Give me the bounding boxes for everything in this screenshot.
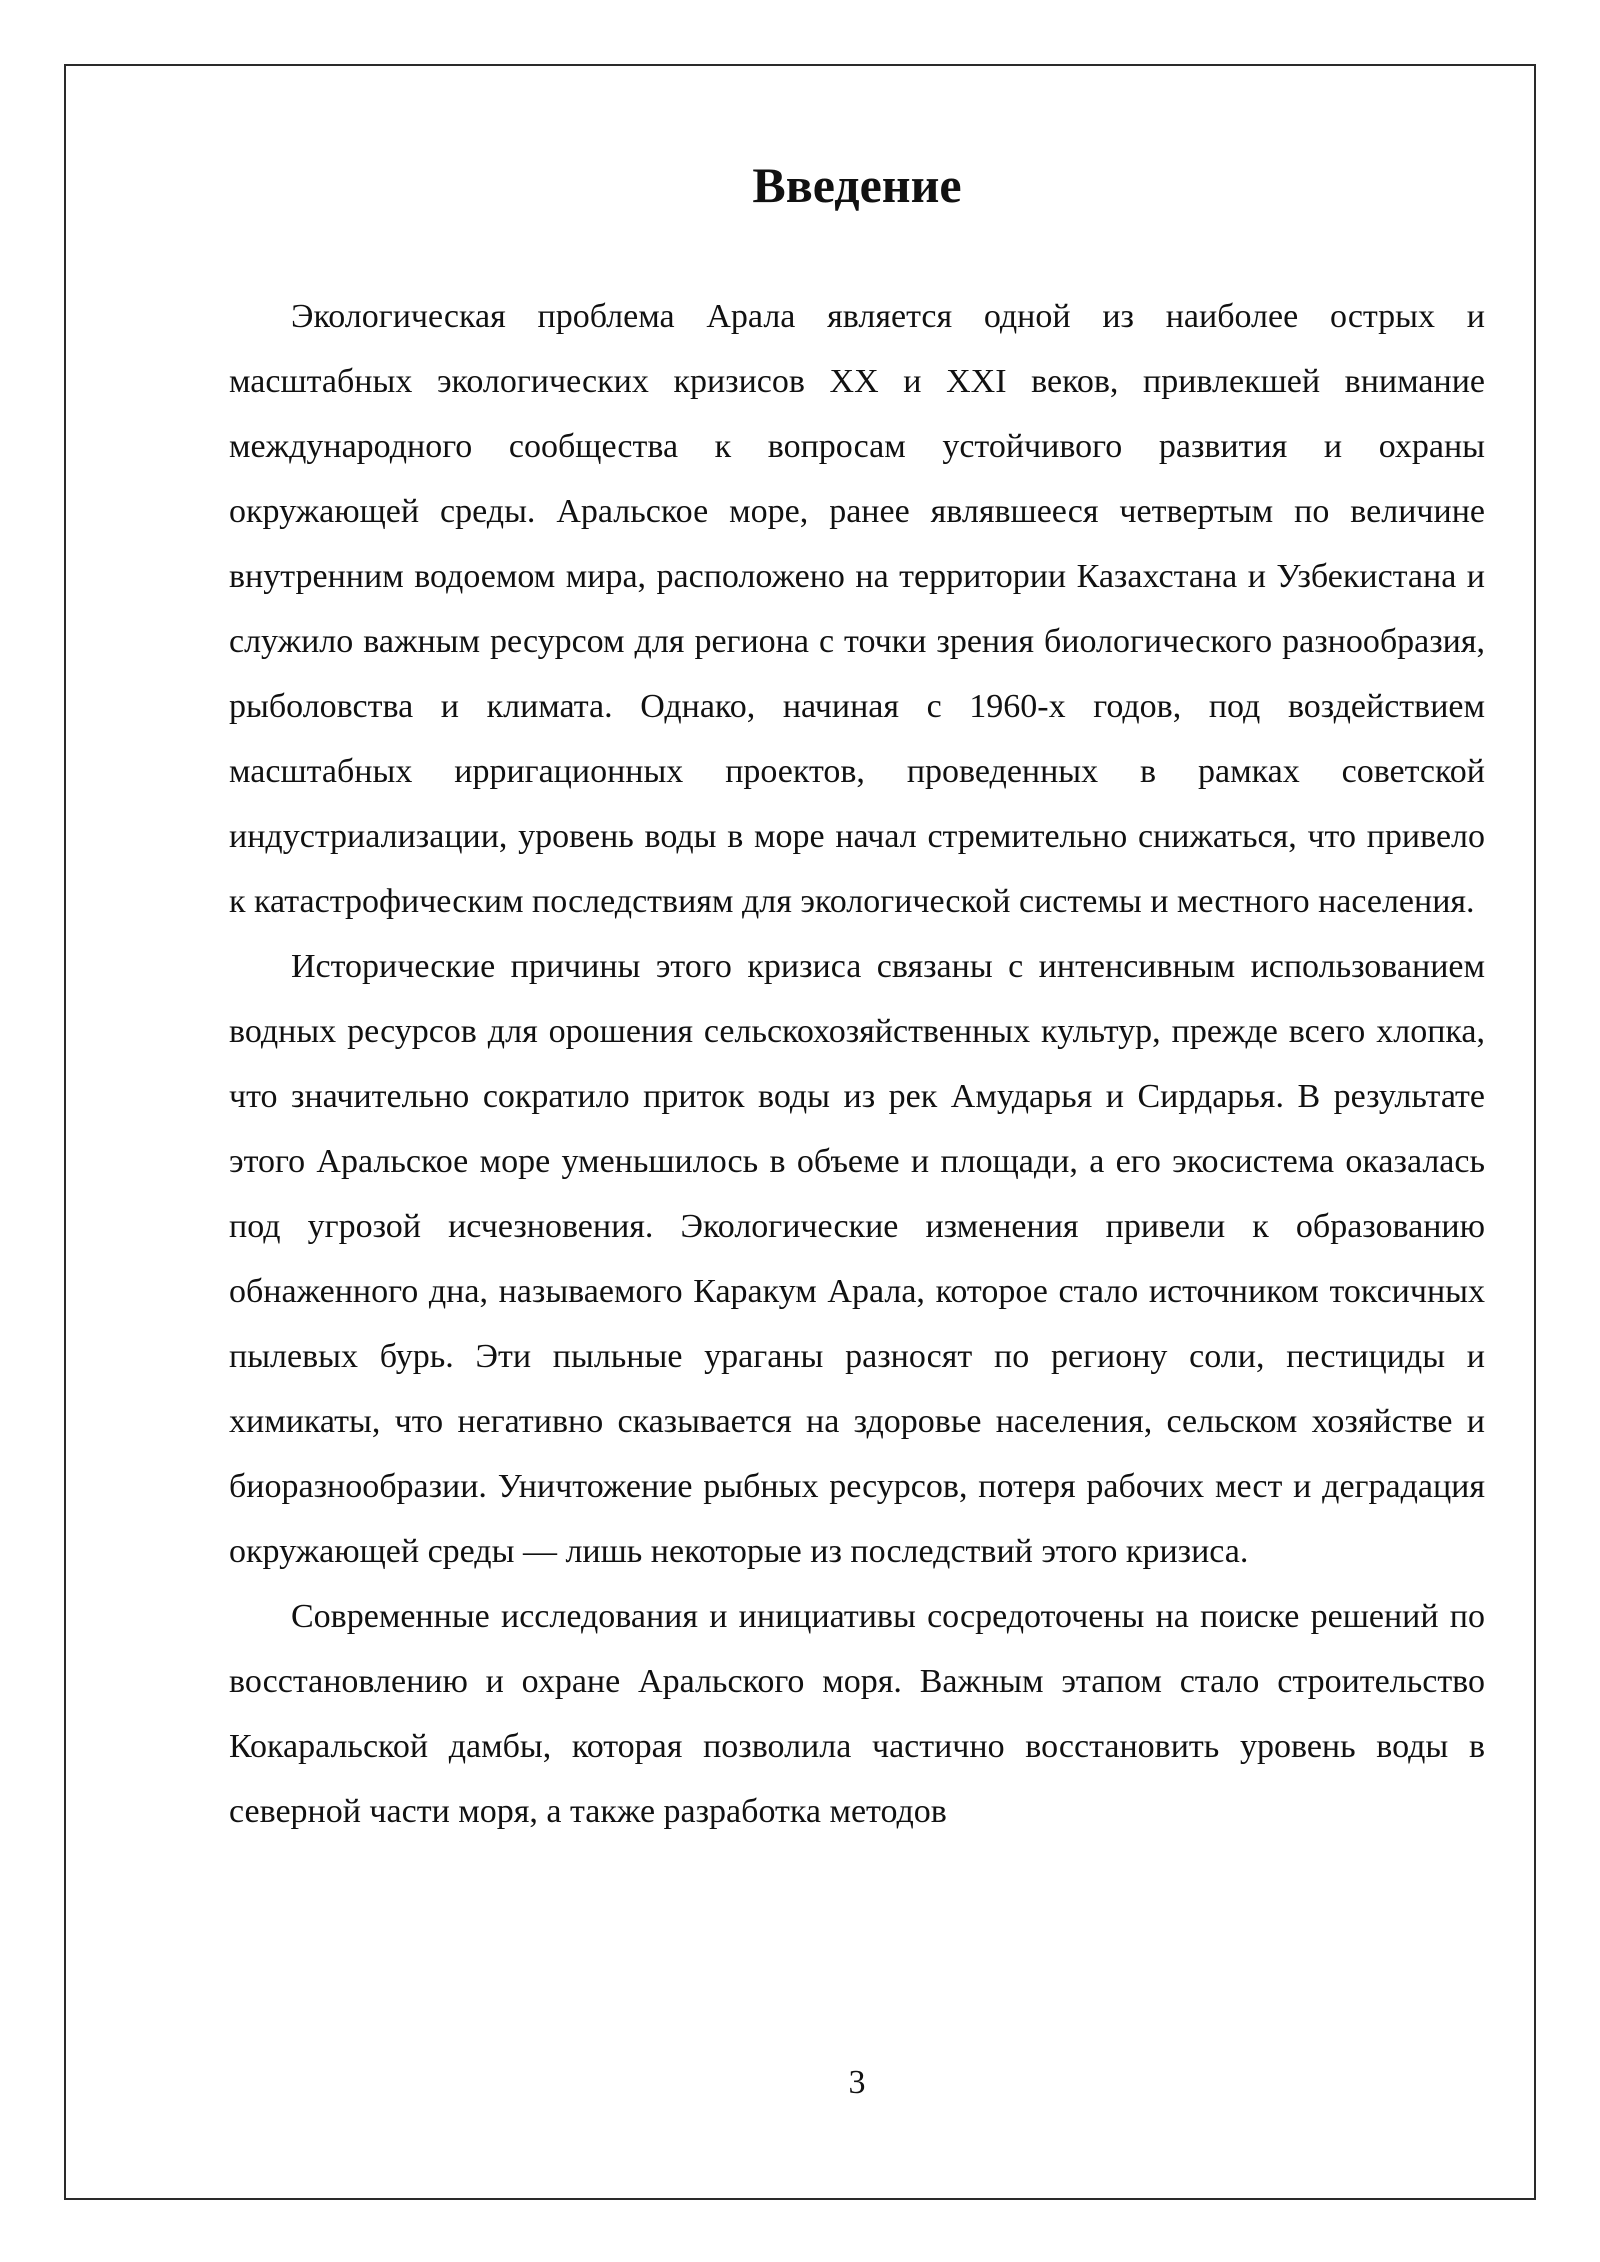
paragraph-1: Экологическая проблема Арала является одной из наиболее острых и масштабных экологических кризисов XX и XXI веков, привлекшей внимание международного сообщества к вопросам устойчивого развития и охраны окружающей среды. Аральское море, ранее являвшееся четвертым по величине внутренним водоемом мира, расположено на территории Казахстана и Узбекистана и служило важным ресурсом для региона с точки зрения биологического разнообразия, рыболовства и климата. Однако, начиная с 1960-х годов, под воздействием масштабных ирригационных проектов, проведенных в рамках советской индустриализации, уровень воды в море начал стремительно снижаться, что привело к катастрофическим последствиям для экологической системы и местного населения.: [229, 298, 1485, 920]
paragraph-3: Современные исследования и инициативы сосредоточены на поиске решений по восстановлению и охране Аральского моря. Важным этапом стало строительство Кокаральской дамбы, которая позволила частично восстановить уровень воды в северной части моря, а также разработка методов: [229, 1598, 1485, 1830]
page-title: Введение: [752, 157, 962, 213]
page-number: 3: [848, 2064, 866, 2101]
document-body: [229, 284, 1485, 1844]
paragraph-2: Исторические причины этого кризиса связаны с интенсивным использованием водных ресурсов для орошения сельскохозяйственных культур, прежде всего хлопка, что значительно сократило приток воды из рек Амударья и Сирдарья. В результате этого Аральское море уменьшилось в объеме и площади, а его экосистема оказалась под угрозой исчезновения. Экологические изменения привели к образованию обнаженного дна, называемого Каракум Арала, которое стало источником токсичных пылевых бурь. Эти пыльные ураганы разносят по региону соли, пестициды и химикаты, что негативно сказывается на здоровье населения, сельском хозяйстве и биоразнообразии. Уничтожение рыбных ресурсов, потеря рабочих мест и деградация окружающей среды — лишь некоторые из последствий этого кризиса.: [229, 948, 1485, 1570]
